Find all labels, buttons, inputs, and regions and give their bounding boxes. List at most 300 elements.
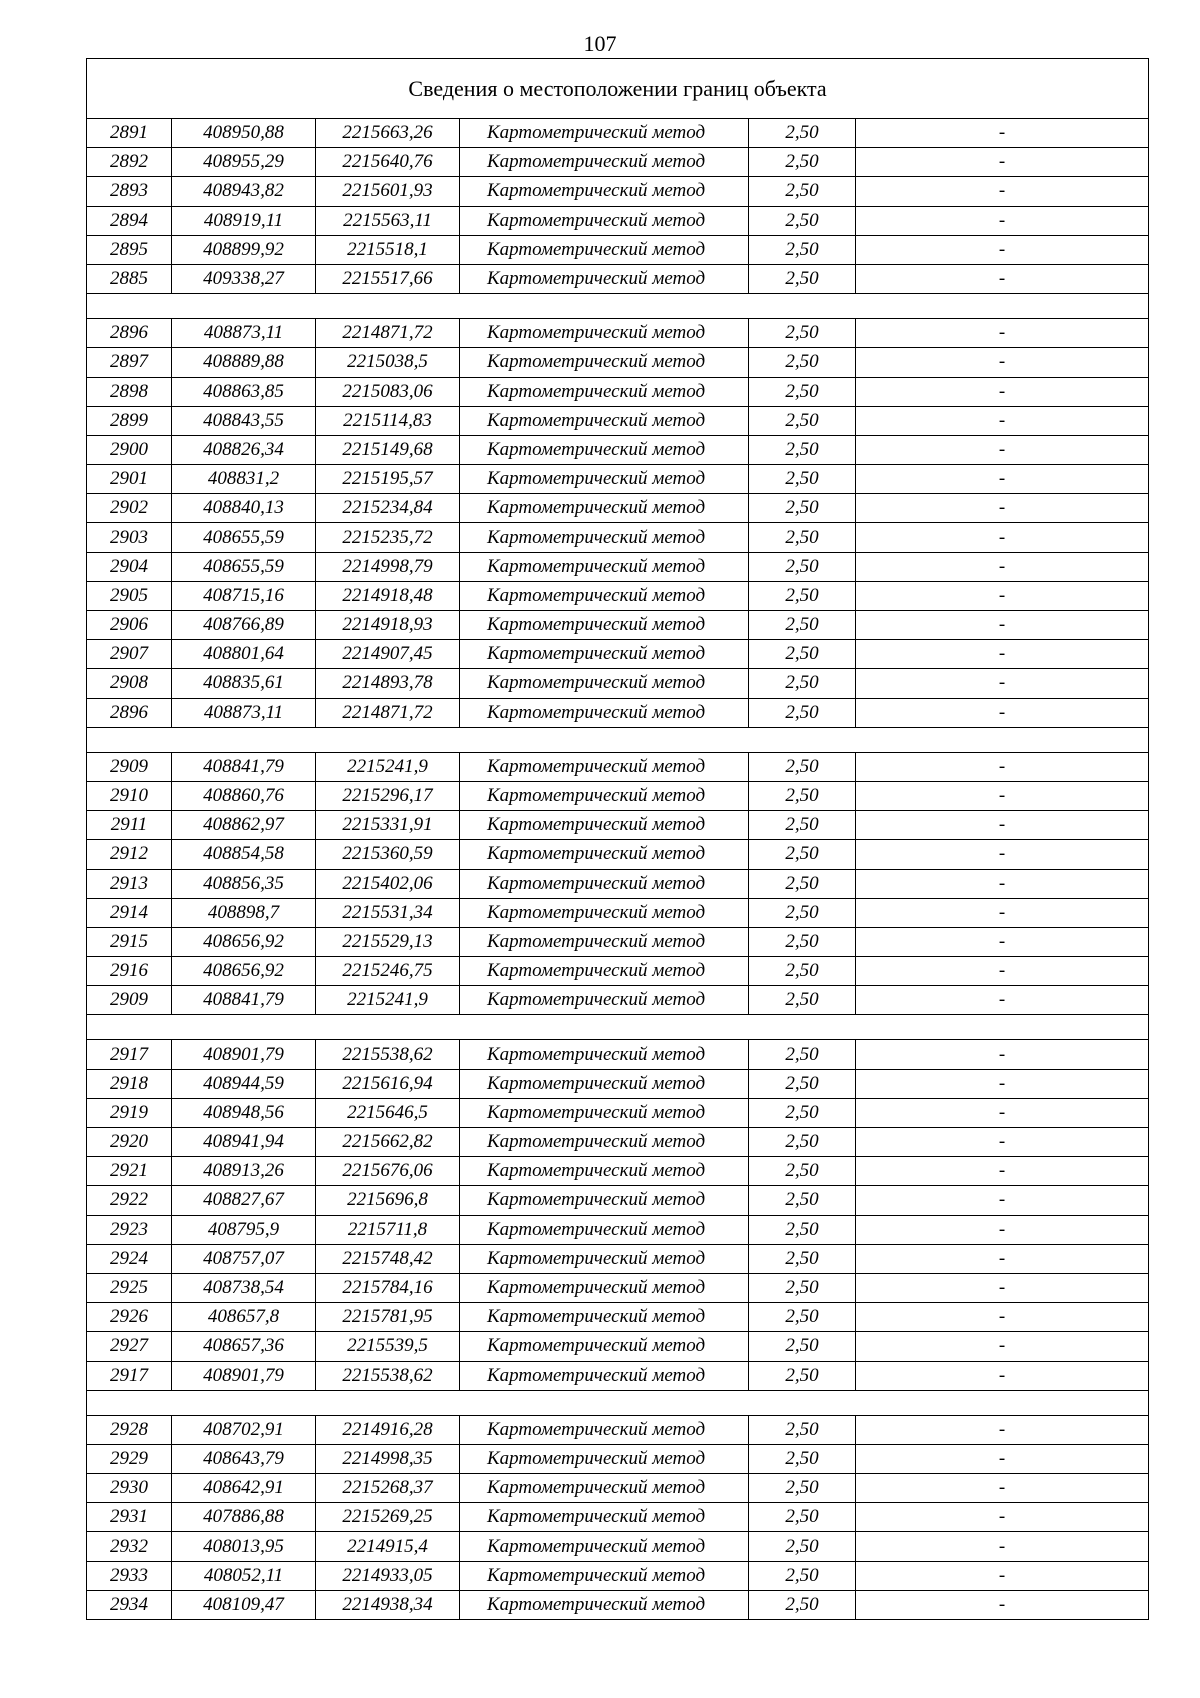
table-row bbox=[87, 1128, 1149, 1157]
method-cell: Картометрический метод bbox=[460, 611, 749, 640]
method-cell: Картометрический метод bbox=[460, 494, 749, 523]
description-cell: - bbox=[856, 840, 1149, 869]
point-number-cell: 2927 bbox=[87, 1332, 172, 1361]
description-cell: - bbox=[856, 1361, 1149, 1390]
table-row bbox=[87, 119, 1149, 148]
point-number-cell: 2920 bbox=[87, 1128, 172, 1157]
point-number-cell: 2919 bbox=[87, 1098, 172, 1127]
x-coordinate-cell: 408860,76 bbox=[172, 781, 316, 810]
method-cell: Картометрический метод bbox=[460, 264, 749, 293]
point-number-cell: 2914 bbox=[87, 898, 172, 927]
method-cell: Картометрический метод bbox=[460, 377, 749, 406]
y-coordinate-cell: 2215640,76 bbox=[316, 148, 460, 177]
x-coordinate-cell: 408901,79 bbox=[172, 1361, 316, 1390]
point-number-cell: 2895 bbox=[87, 235, 172, 264]
point-number-cell: 2931 bbox=[87, 1503, 172, 1532]
x-coordinate-cell: 408841,79 bbox=[172, 752, 316, 781]
point-number-cell: 2921 bbox=[87, 1157, 172, 1186]
table-row bbox=[87, 1186, 1149, 1215]
precision-cell: 2,50 bbox=[749, 264, 856, 293]
method-cell: Картометрический метод bbox=[460, 435, 749, 464]
y-coordinate-cell: 2215539,5 bbox=[316, 1332, 460, 1361]
precision-cell: 2,50 bbox=[749, 119, 856, 148]
y-coordinate-cell: 2215360,59 bbox=[316, 840, 460, 869]
description-cell: - bbox=[856, 1444, 1149, 1473]
description-cell: - bbox=[856, 1503, 1149, 1532]
point-number-cell: 2897 bbox=[87, 348, 172, 377]
precision-cell: 2,50 bbox=[749, 177, 856, 206]
precision-cell: 2,50 bbox=[749, 1590, 856, 1619]
table-row bbox=[87, 781, 1149, 810]
precision-cell: 2,50 bbox=[749, 811, 856, 840]
x-coordinate-cell: 408738,54 bbox=[172, 1273, 316, 1302]
description-cell: - bbox=[856, 206, 1149, 235]
method-cell: Картометрический метод bbox=[460, 811, 749, 840]
point-number-cell: 2912 bbox=[87, 840, 172, 869]
table-row bbox=[87, 348, 1149, 377]
method-cell: Картометрический метод bbox=[460, 119, 749, 148]
y-coordinate-cell: 2215563,11 bbox=[316, 206, 460, 235]
precision-cell: 2,50 bbox=[749, 1474, 856, 1503]
x-coordinate-cell: 408642,91 bbox=[172, 1474, 316, 1503]
point-number-cell: 2932 bbox=[87, 1532, 172, 1561]
contour-separator bbox=[87, 727, 1149, 752]
y-coordinate-cell: 2215331,91 bbox=[316, 811, 460, 840]
table-row bbox=[87, 669, 1149, 698]
y-coordinate-cell: 2215518,1 bbox=[316, 235, 460, 264]
description-cell: - bbox=[856, 1157, 1149, 1186]
description-cell: - bbox=[856, 319, 1149, 348]
point-number-cell: 2902 bbox=[87, 494, 172, 523]
table-row bbox=[87, 840, 1149, 869]
precision-cell: 2,50 bbox=[749, 927, 856, 956]
x-coordinate-cell: 408766,89 bbox=[172, 611, 316, 640]
y-coordinate-cell: 2215616,94 bbox=[316, 1069, 460, 1098]
description-cell: - bbox=[856, 1069, 1149, 1098]
point-number-cell: 2892 bbox=[87, 148, 172, 177]
contour-separator bbox=[87, 1015, 1149, 1040]
description-cell: - bbox=[856, 235, 1149, 264]
point-number-cell: 2934 bbox=[87, 1590, 172, 1619]
method-cell: Картометрический метод bbox=[460, 869, 749, 898]
method-cell: Картометрический метод bbox=[460, 406, 749, 435]
y-coordinate-cell: 2215149,68 bbox=[316, 435, 460, 464]
table-title: Сведения о местоположении границ объекта bbox=[87, 59, 1149, 119]
method-cell: Картометрический метод bbox=[460, 148, 749, 177]
point-number-cell: 2896 bbox=[87, 319, 172, 348]
table-row bbox=[87, 206, 1149, 235]
y-coordinate-cell: 2214998,79 bbox=[316, 552, 460, 581]
description-cell: - bbox=[856, 1332, 1149, 1361]
table-row bbox=[87, 494, 1149, 523]
x-coordinate-cell: 408843,55 bbox=[172, 406, 316, 435]
page-number: 107 bbox=[583, 31, 617, 56]
precision-cell: 2,50 bbox=[749, 986, 856, 1015]
description-cell: - bbox=[856, 957, 1149, 986]
x-coordinate-cell: 408919,11 bbox=[172, 206, 316, 235]
x-coordinate-cell: 408841,79 bbox=[172, 986, 316, 1015]
point-number-cell: 2885 bbox=[87, 264, 172, 293]
table-row bbox=[87, 1361, 1149, 1390]
point-number-cell: 2901 bbox=[87, 465, 172, 494]
description-cell: - bbox=[856, 148, 1149, 177]
method-cell: Картометрический метод bbox=[460, 552, 749, 581]
table-row bbox=[87, 377, 1149, 406]
point-number-cell: 2924 bbox=[87, 1244, 172, 1273]
method-cell: Картометрический метод bbox=[460, 1098, 749, 1127]
x-coordinate-cell: 408873,11 bbox=[172, 319, 316, 348]
point-number-cell: 2894 bbox=[87, 206, 172, 235]
x-coordinate-cell: 408655,59 bbox=[172, 523, 316, 552]
method-cell: Картометрический метод bbox=[460, 1244, 749, 1273]
method-cell: Картометрический метод bbox=[460, 235, 749, 264]
precision-cell: 2,50 bbox=[749, 406, 856, 435]
point-number-cell: 2918 bbox=[87, 1069, 172, 1098]
precision-cell: 2,50 bbox=[749, 1069, 856, 1098]
precision-cell: 2,50 bbox=[749, 752, 856, 781]
method-cell: Картометрический метод bbox=[460, 1415, 749, 1444]
description-cell: - bbox=[856, 552, 1149, 581]
point-number-cell: 2917 bbox=[87, 1040, 172, 1069]
precision-cell: 2,50 bbox=[749, 348, 856, 377]
description-cell: - bbox=[856, 1040, 1149, 1069]
method-cell: Картометрический метод bbox=[460, 1503, 749, 1532]
method-cell: Картометрический метод bbox=[460, 698, 749, 727]
description-cell: - bbox=[856, 1215, 1149, 1244]
description-cell: - bbox=[856, 1244, 1149, 1273]
y-coordinate-cell: 2215246,75 bbox=[316, 957, 460, 986]
point-number-cell: 2896 bbox=[87, 698, 172, 727]
table-row bbox=[87, 1040, 1149, 1069]
method-cell: Картометрический метод bbox=[460, 1303, 749, 1332]
table-title-row bbox=[87, 59, 1149, 119]
table-row bbox=[87, 319, 1149, 348]
description-cell: - bbox=[856, 1590, 1149, 1619]
description-cell: - bbox=[856, 465, 1149, 494]
y-coordinate-cell: 2215241,9 bbox=[316, 752, 460, 781]
method-cell: Картометрический метод bbox=[460, 898, 749, 927]
description-cell: - bbox=[856, 1474, 1149, 1503]
y-coordinate-cell: 2214871,72 bbox=[316, 698, 460, 727]
point-number-cell: 2916 bbox=[87, 957, 172, 986]
precision-cell: 2,50 bbox=[749, 869, 856, 898]
y-coordinate-cell: 2215235,72 bbox=[316, 523, 460, 552]
method-cell: Картометрический метод bbox=[460, 1157, 749, 1186]
method-cell: Картометрический метод bbox=[460, 1361, 749, 1390]
point-number-cell: 2903 bbox=[87, 523, 172, 552]
point-number-cell: 2930 bbox=[87, 1474, 172, 1503]
table-row bbox=[87, 1273, 1149, 1302]
method-cell: Картометрический метод bbox=[460, 640, 749, 669]
contour-separator-row bbox=[87, 294, 1149, 319]
point-number-cell: 2909 bbox=[87, 986, 172, 1015]
y-coordinate-cell: 2215269,25 bbox=[316, 1503, 460, 1532]
description-cell: - bbox=[856, 494, 1149, 523]
x-coordinate-cell: 408656,92 bbox=[172, 927, 316, 956]
description-cell: - bbox=[856, 611, 1149, 640]
method-cell: Картометрический метод bbox=[460, 927, 749, 956]
precision-cell: 2,50 bbox=[749, 465, 856, 494]
y-coordinate-cell: 2215696,8 bbox=[316, 1186, 460, 1215]
table-row bbox=[87, 898, 1149, 927]
description-cell: - bbox=[856, 669, 1149, 698]
x-coordinate-cell: 407886,88 bbox=[172, 1503, 316, 1532]
table-row bbox=[87, 869, 1149, 898]
table-row bbox=[87, 927, 1149, 956]
method-cell: Картометрический метод bbox=[460, 1215, 749, 1244]
x-coordinate-cell: 408955,29 bbox=[172, 148, 316, 177]
table-row bbox=[87, 406, 1149, 435]
x-coordinate-cell: 408052,11 bbox=[172, 1561, 316, 1590]
description-cell: - bbox=[856, 1561, 1149, 1590]
precision-cell: 2,50 bbox=[749, 1561, 856, 1590]
table-row bbox=[87, 148, 1149, 177]
precision-cell: 2,50 bbox=[749, 494, 856, 523]
precision-cell: 2,50 bbox=[749, 1215, 856, 1244]
method-cell: Картометрический метод bbox=[460, 523, 749, 552]
description-cell: - bbox=[856, 177, 1149, 206]
method-cell: Картометрический метод bbox=[460, 348, 749, 377]
boundary-coordinates-table bbox=[86, 58, 1149, 1620]
x-coordinate-cell: 408899,92 bbox=[172, 235, 316, 264]
table-row bbox=[87, 264, 1149, 293]
contour-separator bbox=[87, 1390, 1149, 1415]
description-cell: - bbox=[856, 406, 1149, 435]
method-cell: Картометрический метод bbox=[460, 1273, 749, 1302]
table-row bbox=[87, 1157, 1149, 1186]
precision-cell: 2,50 bbox=[749, 1157, 856, 1186]
method-cell: Картометрический метод bbox=[460, 669, 749, 698]
description-cell: - bbox=[856, 927, 1149, 956]
description-cell: - bbox=[856, 435, 1149, 464]
y-coordinate-cell: 2215268,37 bbox=[316, 1474, 460, 1503]
x-coordinate-cell: 409338,27 bbox=[172, 264, 316, 293]
y-coordinate-cell: 2215538,62 bbox=[316, 1040, 460, 1069]
description-cell: - bbox=[856, 377, 1149, 406]
description-cell: - bbox=[856, 1098, 1149, 1127]
x-coordinate-cell: 408948,56 bbox=[172, 1098, 316, 1127]
x-coordinate-cell: 408835,61 bbox=[172, 669, 316, 698]
precision-cell: 2,50 bbox=[749, 1444, 856, 1473]
y-coordinate-cell: 2215517,66 bbox=[316, 264, 460, 293]
y-coordinate-cell: 2215195,57 bbox=[316, 465, 460, 494]
table-row bbox=[87, 1069, 1149, 1098]
point-number-cell: 2910 bbox=[87, 781, 172, 810]
description-cell: - bbox=[856, 1128, 1149, 1157]
x-coordinate-cell: 408795,9 bbox=[172, 1215, 316, 1244]
description-cell: - bbox=[856, 752, 1149, 781]
contour-separator-row bbox=[87, 1015, 1149, 1040]
point-number-cell: 2933 bbox=[87, 1561, 172, 1590]
point-number-cell: 2904 bbox=[87, 552, 172, 581]
point-number-cell: 2926 bbox=[87, 1303, 172, 1332]
point-number-cell: 2915 bbox=[87, 927, 172, 956]
x-coordinate-cell: 408854,58 bbox=[172, 840, 316, 869]
description-cell: - bbox=[856, 781, 1149, 810]
point-number-cell: 2925 bbox=[87, 1273, 172, 1302]
precision-cell: 2,50 bbox=[749, 148, 856, 177]
precision-cell: 2,50 bbox=[749, 1303, 856, 1332]
point-number-cell: 2922 bbox=[87, 1186, 172, 1215]
method-cell: Картометрический метод bbox=[460, 840, 749, 869]
description-cell: - bbox=[856, 1415, 1149, 1444]
table-row bbox=[87, 1532, 1149, 1561]
x-coordinate-cell: 408655,59 bbox=[172, 552, 316, 581]
table-row bbox=[87, 1332, 1149, 1361]
x-coordinate-cell: 408801,64 bbox=[172, 640, 316, 669]
method-cell: Картометрический метод bbox=[460, 1128, 749, 1157]
precision-cell: 2,50 bbox=[749, 898, 856, 927]
y-coordinate-cell: 2215241,9 bbox=[316, 986, 460, 1015]
x-coordinate-cell: 408944,59 bbox=[172, 1069, 316, 1098]
contour-separator-row bbox=[87, 1390, 1149, 1415]
point-number-cell: 2917 bbox=[87, 1361, 172, 1390]
table-row bbox=[87, 1474, 1149, 1503]
y-coordinate-cell: 2215234,84 bbox=[316, 494, 460, 523]
y-coordinate-cell: 2214933,05 bbox=[316, 1561, 460, 1590]
method-cell: Картометрический метод bbox=[460, 465, 749, 494]
precision-cell: 2,50 bbox=[749, 840, 856, 869]
description-cell: - bbox=[856, 264, 1149, 293]
precision-cell: 2,50 bbox=[749, 1244, 856, 1273]
point-number-cell: 2908 bbox=[87, 669, 172, 698]
method-cell: Картометрический метод bbox=[460, 319, 749, 348]
table-row bbox=[87, 698, 1149, 727]
precision-cell: 2,50 bbox=[749, 206, 856, 235]
precision-cell: 2,50 bbox=[749, 235, 856, 264]
y-coordinate-cell: 2215529,13 bbox=[316, 927, 460, 956]
precision-cell: 2,50 bbox=[749, 1098, 856, 1127]
y-coordinate-cell: 2215711,8 bbox=[316, 1215, 460, 1244]
precision-cell: 2,50 bbox=[749, 552, 856, 581]
precision-cell: 2,50 bbox=[749, 611, 856, 640]
y-coordinate-cell: 2215663,26 bbox=[316, 119, 460, 148]
point-number-cell: 2900 bbox=[87, 435, 172, 464]
precision-cell: 2,50 bbox=[749, 1128, 856, 1157]
point-number-cell: 2911 bbox=[87, 811, 172, 840]
y-coordinate-cell: 2214915,4 bbox=[316, 1532, 460, 1561]
table-row bbox=[87, 1215, 1149, 1244]
precision-cell: 2,50 bbox=[749, 1186, 856, 1215]
x-coordinate-cell: 408826,34 bbox=[172, 435, 316, 464]
method-cell: Картометрический метод bbox=[460, 1332, 749, 1361]
x-coordinate-cell: 408643,79 bbox=[172, 1444, 316, 1473]
table-row bbox=[87, 1098, 1149, 1127]
table-row bbox=[87, 1561, 1149, 1590]
method-cell: Картометрический метод bbox=[460, 957, 749, 986]
contour-separator-row bbox=[87, 727, 1149, 752]
description-cell: - bbox=[856, 698, 1149, 727]
y-coordinate-cell: 2215038,5 bbox=[316, 348, 460, 377]
x-coordinate-cell: 408656,92 bbox=[172, 957, 316, 986]
y-coordinate-cell: 2215676,06 bbox=[316, 1157, 460, 1186]
precision-cell: 2,50 bbox=[749, 698, 856, 727]
precision-cell: 2,50 bbox=[749, 1040, 856, 1069]
table-row bbox=[87, 465, 1149, 494]
method-cell: Картометрический метод bbox=[460, 206, 749, 235]
y-coordinate-cell: 2214916,28 bbox=[316, 1415, 460, 1444]
y-coordinate-cell: 2214893,78 bbox=[316, 669, 460, 698]
method-cell: Картометрический метод bbox=[460, 752, 749, 781]
x-coordinate-cell: 408715,16 bbox=[172, 581, 316, 610]
table-row bbox=[87, 523, 1149, 552]
y-coordinate-cell: 2214998,35 bbox=[316, 1444, 460, 1473]
x-coordinate-cell: 408657,8 bbox=[172, 1303, 316, 1332]
table-row bbox=[87, 752, 1149, 781]
method-cell: Картометрический метод bbox=[460, 986, 749, 1015]
method-cell: Картометрический метод bbox=[460, 1186, 749, 1215]
y-coordinate-cell: 2215114,83 bbox=[316, 406, 460, 435]
table-row bbox=[87, 1590, 1149, 1619]
x-coordinate-cell: 408831,2 bbox=[172, 465, 316, 494]
table-row bbox=[87, 235, 1149, 264]
x-coordinate-cell: 408901,79 bbox=[172, 1040, 316, 1069]
precision-cell: 2,50 bbox=[749, 581, 856, 610]
point-number-cell: 2905 bbox=[87, 581, 172, 610]
y-coordinate-cell: 2215538,62 bbox=[316, 1361, 460, 1390]
x-coordinate-cell: 408657,36 bbox=[172, 1332, 316, 1361]
table-row bbox=[87, 640, 1149, 669]
precision-cell: 2,50 bbox=[749, 1361, 856, 1390]
precision-cell: 2,50 bbox=[749, 1532, 856, 1561]
table-row bbox=[87, 581, 1149, 610]
x-coordinate-cell: 408013,95 bbox=[172, 1532, 316, 1561]
table-row bbox=[87, 986, 1149, 1015]
point-number-cell: 2929 bbox=[87, 1444, 172, 1473]
description-cell: - bbox=[856, 811, 1149, 840]
point-number-cell: 2906 bbox=[87, 611, 172, 640]
point-number-cell: 2913 bbox=[87, 869, 172, 898]
description-cell: - bbox=[856, 640, 1149, 669]
description-cell: - bbox=[856, 986, 1149, 1015]
method-cell: Картометрический метод bbox=[460, 581, 749, 610]
precision-cell: 2,50 bbox=[749, 669, 856, 698]
x-coordinate-cell: 408862,97 bbox=[172, 811, 316, 840]
point-number-cell: 2899 bbox=[87, 406, 172, 435]
method-cell: Картометрический метод bbox=[460, 1561, 749, 1590]
contour-separator bbox=[87, 294, 1149, 319]
table-row bbox=[87, 957, 1149, 986]
y-coordinate-cell: 2214918,48 bbox=[316, 581, 460, 610]
method-cell: Картометрический метод bbox=[460, 1069, 749, 1098]
description-cell: - bbox=[856, 869, 1149, 898]
precision-cell: 2,50 bbox=[749, 1332, 856, 1361]
method-cell: Картометрический метод bbox=[460, 781, 749, 810]
y-coordinate-cell: 2215784,16 bbox=[316, 1273, 460, 1302]
y-coordinate-cell: 2215748,42 bbox=[316, 1244, 460, 1273]
x-coordinate-cell: 408941,94 bbox=[172, 1128, 316, 1157]
table-row bbox=[87, 1444, 1149, 1473]
x-coordinate-cell: 408702,91 bbox=[172, 1415, 316, 1444]
y-coordinate-cell: 2215781,95 bbox=[316, 1303, 460, 1332]
description-cell: - bbox=[856, 1532, 1149, 1561]
method-cell: Картометрический метод bbox=[460, 1590, 749, 1619]
method-cell: Картометрический метод bbox=[460, 1532, 749, 1561]
point-number-cell: 2923 bbox=[87, 1215, 172, 1244]
y-coordinate-cell: 2215402,06 bbox=[316, 869, 460, 898]
x-coordinate-cell: 408898,7 bbox=[172, 898, 316, 927]
table-row bbox=[87, 611, 1149, 640]
x-coordinate-cell: 408889,88 bbox=[172, 348, 316, 377]
x-coordinate-cell: 408913,26 bbox=[172, 1157, 316, 1186]
table-row bbox=[87, 1415, 1149, 1444]
precision-cell: 2,50 bbox=[749, 523, 856, 552]
x-coordinate-cell: 408863,85 bbox=[172, 377, 316, 406]
y-coordinate-cell: 2215646,5 bbox=[316, 1098, 460, 1127]
point-number-cell: 2907 bbox=[87, 640, 172, 669]
description-cell: - bbox=[856, 1303, 1149, 1332]
table-row bbox=[87, 1244, 1149, 1273]
